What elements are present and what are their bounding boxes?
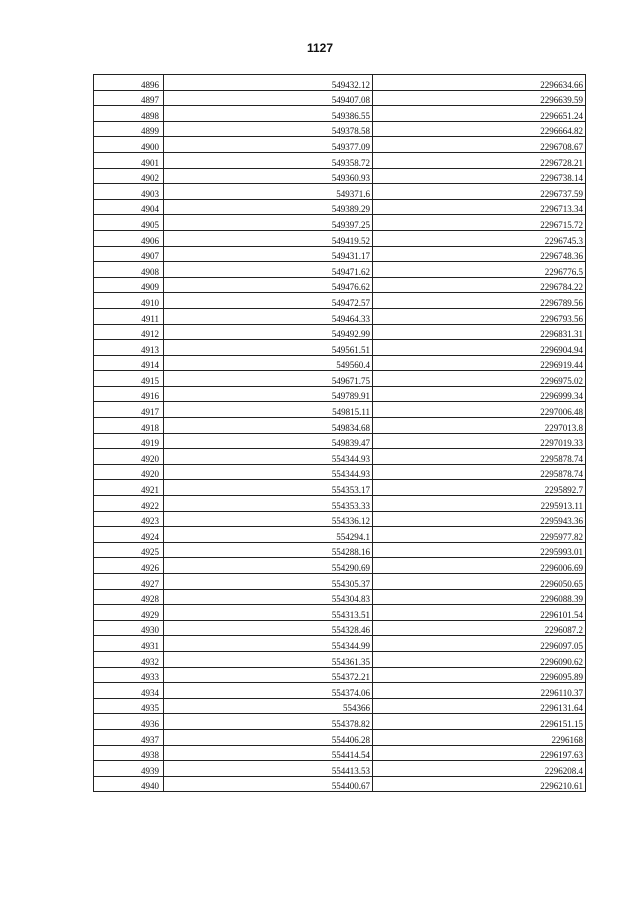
table-row [94, 386, 586, 402]
x-coordinate-cell: 549378.58 [164, 121, 373, 137]
y-coordinate-cell: 2296634.66 [373, 75, 586, 91]
page-number: 1127 [306, 41, 334, 55]
point-id-cell: 4916 [94, 386, 164, 402]
x-coordinate-cell: 554290.69 [164, 558, 373, 574]
table-row [94, 355, 586, 371]
table-row [94, 215, 586, 231]
y-coordinate-cell: 2296999.34 [373, 386, 586, 402]
point-id-cell: 4910 [94, 293, 164, 309]
point-id-cell: 4915 [94, 371, 164, 387]
x-coordinate-cell: 554344.99 [164, 636, 373, 652]
y-coordinate-cell: 2296090.62 [373, 651, 586, 667]
point-id-cell: 4920 [94, 464, 164, 480]
y-coordinate-cell: 2297019.33 [373, 433, 586, 449]
point-id-cell: 4933 [94, 667, 164, 683]
point-id-cell: 4925 [94, 542, 164, 558]
y-coordinate-cell: 2296101.54 [373, 605, 586, 621]
y-coordinate-cell: 2295878.74 [373, 464, 586, 480]
point-id-cell: 4909 [94, 277, 164, 293]
table-row [94, 683, 586, 699]
table-row [94, 761, 586, 777]
y-coordinate-cell: 2296664.82 [373, 121, 586, 137]
table-row [94, 418, 586, 434]
table-row [94, 230, 586, 246]
x-coordinate-cell: 549560.4 [164, 355, 373, 371]
x-coordinate-cell: 549407.08 [164, 90, 373, 106]
table-row [94, 527, 586, 543]
y-coordinate-cell: 2296831.31 [373, 324, 586, 340]
x-coordinate-cell: 549431.17 [164, 246, 373, 262]
table-row [94, 90, 586, 106]
y-coordinate-cell: 2296919.44 [373, 355, 586, 371]
y-coordinate-cell: 2296737.59 [373, 184, 586, 200]
coordinates-table-body [94, 75, 586, 792]
y-coordinate-cell: 2296097.05 [373, 636, 586, 652]
x-coordinate-cell: 554361.35 [164, 651, 373, 667]
point-id-cell: 4938 [94, 745, 164, 761]
x-coordinate-cell: 549671.75 [164, 371, 373, 387]
x-coordinate-cell: 554414.54 [164, 745, 373, 761]
y-coordinate-cell: 2296088.39 [373, 589, 586, 605]
y-coordinate-cell: 2296131.64 [373, 698, 586, 714]
x-coordinate-cell: 554378.82 [164, 714, 373, 730]
x-coordinate-cell: 554353.17 [164, 480, 373, 496]
table-row [94, 168, 586, 184]
x-coordinate-cell: 554294.1 [164, 527, 373, 543]
coordinates-table [93, 74, 586, 792]
table-row [94, 246, 586, 262]
y-coordinate-cell: 2296095.89 [373, 667, 586, 683]
y-coordinate-cell: 2297013.8 [373, 418, 586, 434]
y-coordinate-cell: 2296087.2 [373, 620, 586, 636]
point-id-cell: 4928 [94, 589, 164, 605]
x-coordinate-cell: 554366 [164, 698, 373, 714]
point-id-cell: 4902 [94, 168, 164, 184]
y-coordinate-cell: 2295977.82 [373, 527, 586, 543]
table-row [94, 277, 586, 293]
x-coordinate-cell: 549377.09 [164, 137, 373, 153]
y-coordinate-cell: 2296715.72 [373, 215, 586, 231]
y-coordinate-cell: 2296006.69 [373, 558, 586, 574]
y-coordinate-cell: 2296793.56 [373, 308, 586, 324]
y-coordinate-cell: 2296728.21 [373, 152, 586, 168]
y-coordinate-cell: 2296776.5 [373, 262, 586, 278]
table-row [94, 542, 586, 558]
table-row [94, 308, 586, 324]
y-coordinate-cell: 2296110.37 [373, 683, 586, 699]
y-coordinate-cell: 2296975.02 [373, 371, 586, 387]
x-coordinate-cell: 554313.51 [164, 605, 373, 621]
point-id-cell: 4939 [94, 761, 164, 777]
table-row [94, 698, 586, 714]
x-coordinate-cell: 549472.57 [164, 293, 373, 309]
y-coordinate-cell: 2295892.7 [373, 480, 586, 496]
table-row [94, 402, 586, 418]
x-coordinate-cell: 549492.99 [164, 324, 373, 340]
x-coordinate-cell: 549358.72 [164, 152, 373, 168]
x-coordinate-cell: 549839.47 [164, 433, 373, 449]
point-id-cell: 4898 [94, 106, 164, 122]
x-coordinate-cell: 549476.62 [164, 277, 373, 293]
table-row [94, 558, 586, 574]
table-row [94, 152, 586, 168]
table-row [94, 75, 586, 91]
y-coordinate-cell: 2295913.11 [373, 496, 586, 512]
x-coordinate-cell: 554353.33 [164, 496, 373, 512]
y-coordinate-cell: 2296745.3 [373, 230, 586, 246]
point-id-cell: 4911 [94, 308, 164, 324]
x-coordinate-cell: 554344.93 [164, 449, 373, 465]
table-row [94, 620, 586, 636]
table-row [94, 574, 586, 590]
point-id-cell: 4900 [94, 137, 164, 153]
point-id-cell: 4922 [94, 496, 164, 512]
table-row [94, 137, 586, 153]
point-id-cell: 4899 [94, 121, 164, 137]
table-row [94, 589, 586, 605]
y-coordinate-cell: 2296904.94 [373, 340, 586, 356]
y-coordinate-cell: 2296210.61 [373, 776, 586, 792]
table-row [94, 449, 586, 465]
x-coordinate-cell: 554304.83 [164, 589, 373, 605]
point-id-cell: 4936 [94, 714, 164, 730]
table-row [94, 464, 586, 480]
table-row [94, 199, 586, 215]
y-coordinate-cell: 2296050.65 [373, 574, 586, 590]
x-coordinate-cell: 554374.06 [164, 683, 373, 699]
point-id-cell: 4917 [94, 402, 164, 418]
point-id-cell: 4924 [94, 527, 164, 543]
point-id-cell: 4930 [94, 620, 164, 636]
table-row [94, 324, 586, 340]
x-coordinate-cell: 549389.29 [164, 199, 373, 215]
x-coordinate-cell: 549432.12 [164, 75, 373, 91]
table-row [94, 636, 586, 652]
x-coordinate-cell: 554344.93 [164, 464, 373, 480]
x-coordinate-cell: 549360.93 [164, 168, 373, 184]
x-coordinate-cell: 549397.25 [164, 215, 373, 231]
table-row [94, 262, 586, 278]
table-row [94, 480, 586, 496]
y-coordinate-cell: 2296151.15 [373, 714, 586, 730]
x-coordinate-cell: 549834.68 [164, 418, 373, 434]
table-row [94, 605, 586, 621]
y-coordinate-cell: 2296748.36 [373, 246, 586, 262]
x-coordinate-cell: 549561.51 [164, 340, 373, 356]
table-row [94, 714, 586, 730]
y-coordinate-cell: 2296651.24 [373, 106, 586, 122]
point-id-cell: 4905 [94, 215, 164, 231]
point-id-cell: 4903 [94, 184, 164, 200]
table-row [94, 293, 586, 309]
table-row [94, 340, 586, 356]
y-coordinate-cell: 2296713.34 [373, 199, 586, 215]
point-id-cell: 4920 [94, 449, 164, 465]
y-coordinate-cell: 2296168 [373, 729, 586, 745]
x-coordinate-cell: 549815.11 [164, 402, 373, 418]
table-row [94, 106, 586, 122]
y-coordinate-cell: 2296738.14 [373, 168, 586, 184]
point-id-cell: 4897 [94, 90, 164, 106]
point-id-cell: 4896 [94, 75, 164, 91]
x-coordinate-cell: 549789.91 [164, 386, 373, 402]
point-id-cell: 4901 [94, 152, 164, 168]
point-id-cell: 4940 [94, 776, 164, 792]
x-coordinate-cell: 549419.52 [164, 230, 373, 246]
x-coordinate-cell: 554406.28 [164, 729, 373, 745]
table-row [94, 121, 586, 137]
x-coordinate-cell: 549471.62 [164, 262, 373, 278]
y-coordinate-cell: 2295943.36 [373, 511, 586, 527]
point-id-cell: 4907 [94, 246, 164, 262]
table-row [94, 511, 586, 527]
x-coordinate-cell: 554305.37 [164, 574, 373, 590]
x-coordinate-cell: 554328.46 [164, 620, 373, 636]
x-coordinate-cell: 554413.53 [164, 761, 373, 777]
x-coordinate-cell: 554288.16 [164, 542, 373, 558]
point-id-cell: 4912 [94, 324, 164, 340]
point-id-cell: 4935 [94, 698, 164, 714]
table-row [94, 745, 586, 761]
x-coordinate-cell: 549464.33 [164, 308, 373, 324]
y-coordinate-cell: 2295993.01 [373, 542, 586, 558]
point-id-cell: 4908 [94, 262, 164, 278]
point-id-cell: 4931 [94, 636, 164, 652]
table-row [94, 184, 586, 200]
point-id-cell: 4906 [94, 230, 164, 246]
y-coordinate-cell: 2296639.59 [373, 90, 586, 106]
point-id-cell: 4919 [94, 433, 164, 449]
y-coordinate-cell: 2297006.48 [373, 402, 586, 418]
y-coordinate-cell: 2296197.63 [373, 745, 586, 761]
table-row [94, 729, 586, 745]
table-row [94, 776, 586, 792]
point-id-cell: 4929 [94, 605, 164, 621]
x-coordinate-cell: 549371.6 [164, 184, 373, 200]
point-id-cell: 4914 [94, 355, 164, 371]
x-coordinate-cell: 554372.21 [164, 667, 373, 683]
y-coordinate-cell: 2296708.67 [373, 137, 586, 153]
point-id-cell: 4913 [94, 340, 164, 356]
x-coordinate-cell: 549386.55 [164, 106, 373, 122]
point-id-cell: 4932 [94, 651, 164, 667]
point-id-cell: 4923 [94, 511, 164, 527]
x-coordinate-cell: 554336.12 [164, 511, 373, 527]
table-row [94, 371, 586, 387]
table-row [94, 651, 586, 667]
point-id-cell: 4918 [94, 418, 164, 434]
point-id-cell: 4934 [94, 683, 164, 699]
y-coordinate-cell: 2296789.56 [373, 293, 586, 309]
point-id-cell: 4904 [94, 199, 164, 215]
point-id-cell: 4937 [94, 729, 164, 745]
table-row [94, 667, 586, 683]
point-id-cell: 4926 [94, 558, 164, 574]
y-coordinate-cell: 2295878.74 [373, 449, 586, 465]
y-coordinate-cell: 2296208.4 [373, 761, 586, 777]
point-id-cell: 4921 [94, 480, 164, 496]
x-coordinate-cell: 554400.67 [164, 776, 373, 792]
point-id-cell: 4927 [94, 574, 164, 590]
table-row [94, 496, 586, 512]
table-row [94, 433, 586, 449]
y-coordinate-cell: 2296784.22 [373, 277, 586, 293]
